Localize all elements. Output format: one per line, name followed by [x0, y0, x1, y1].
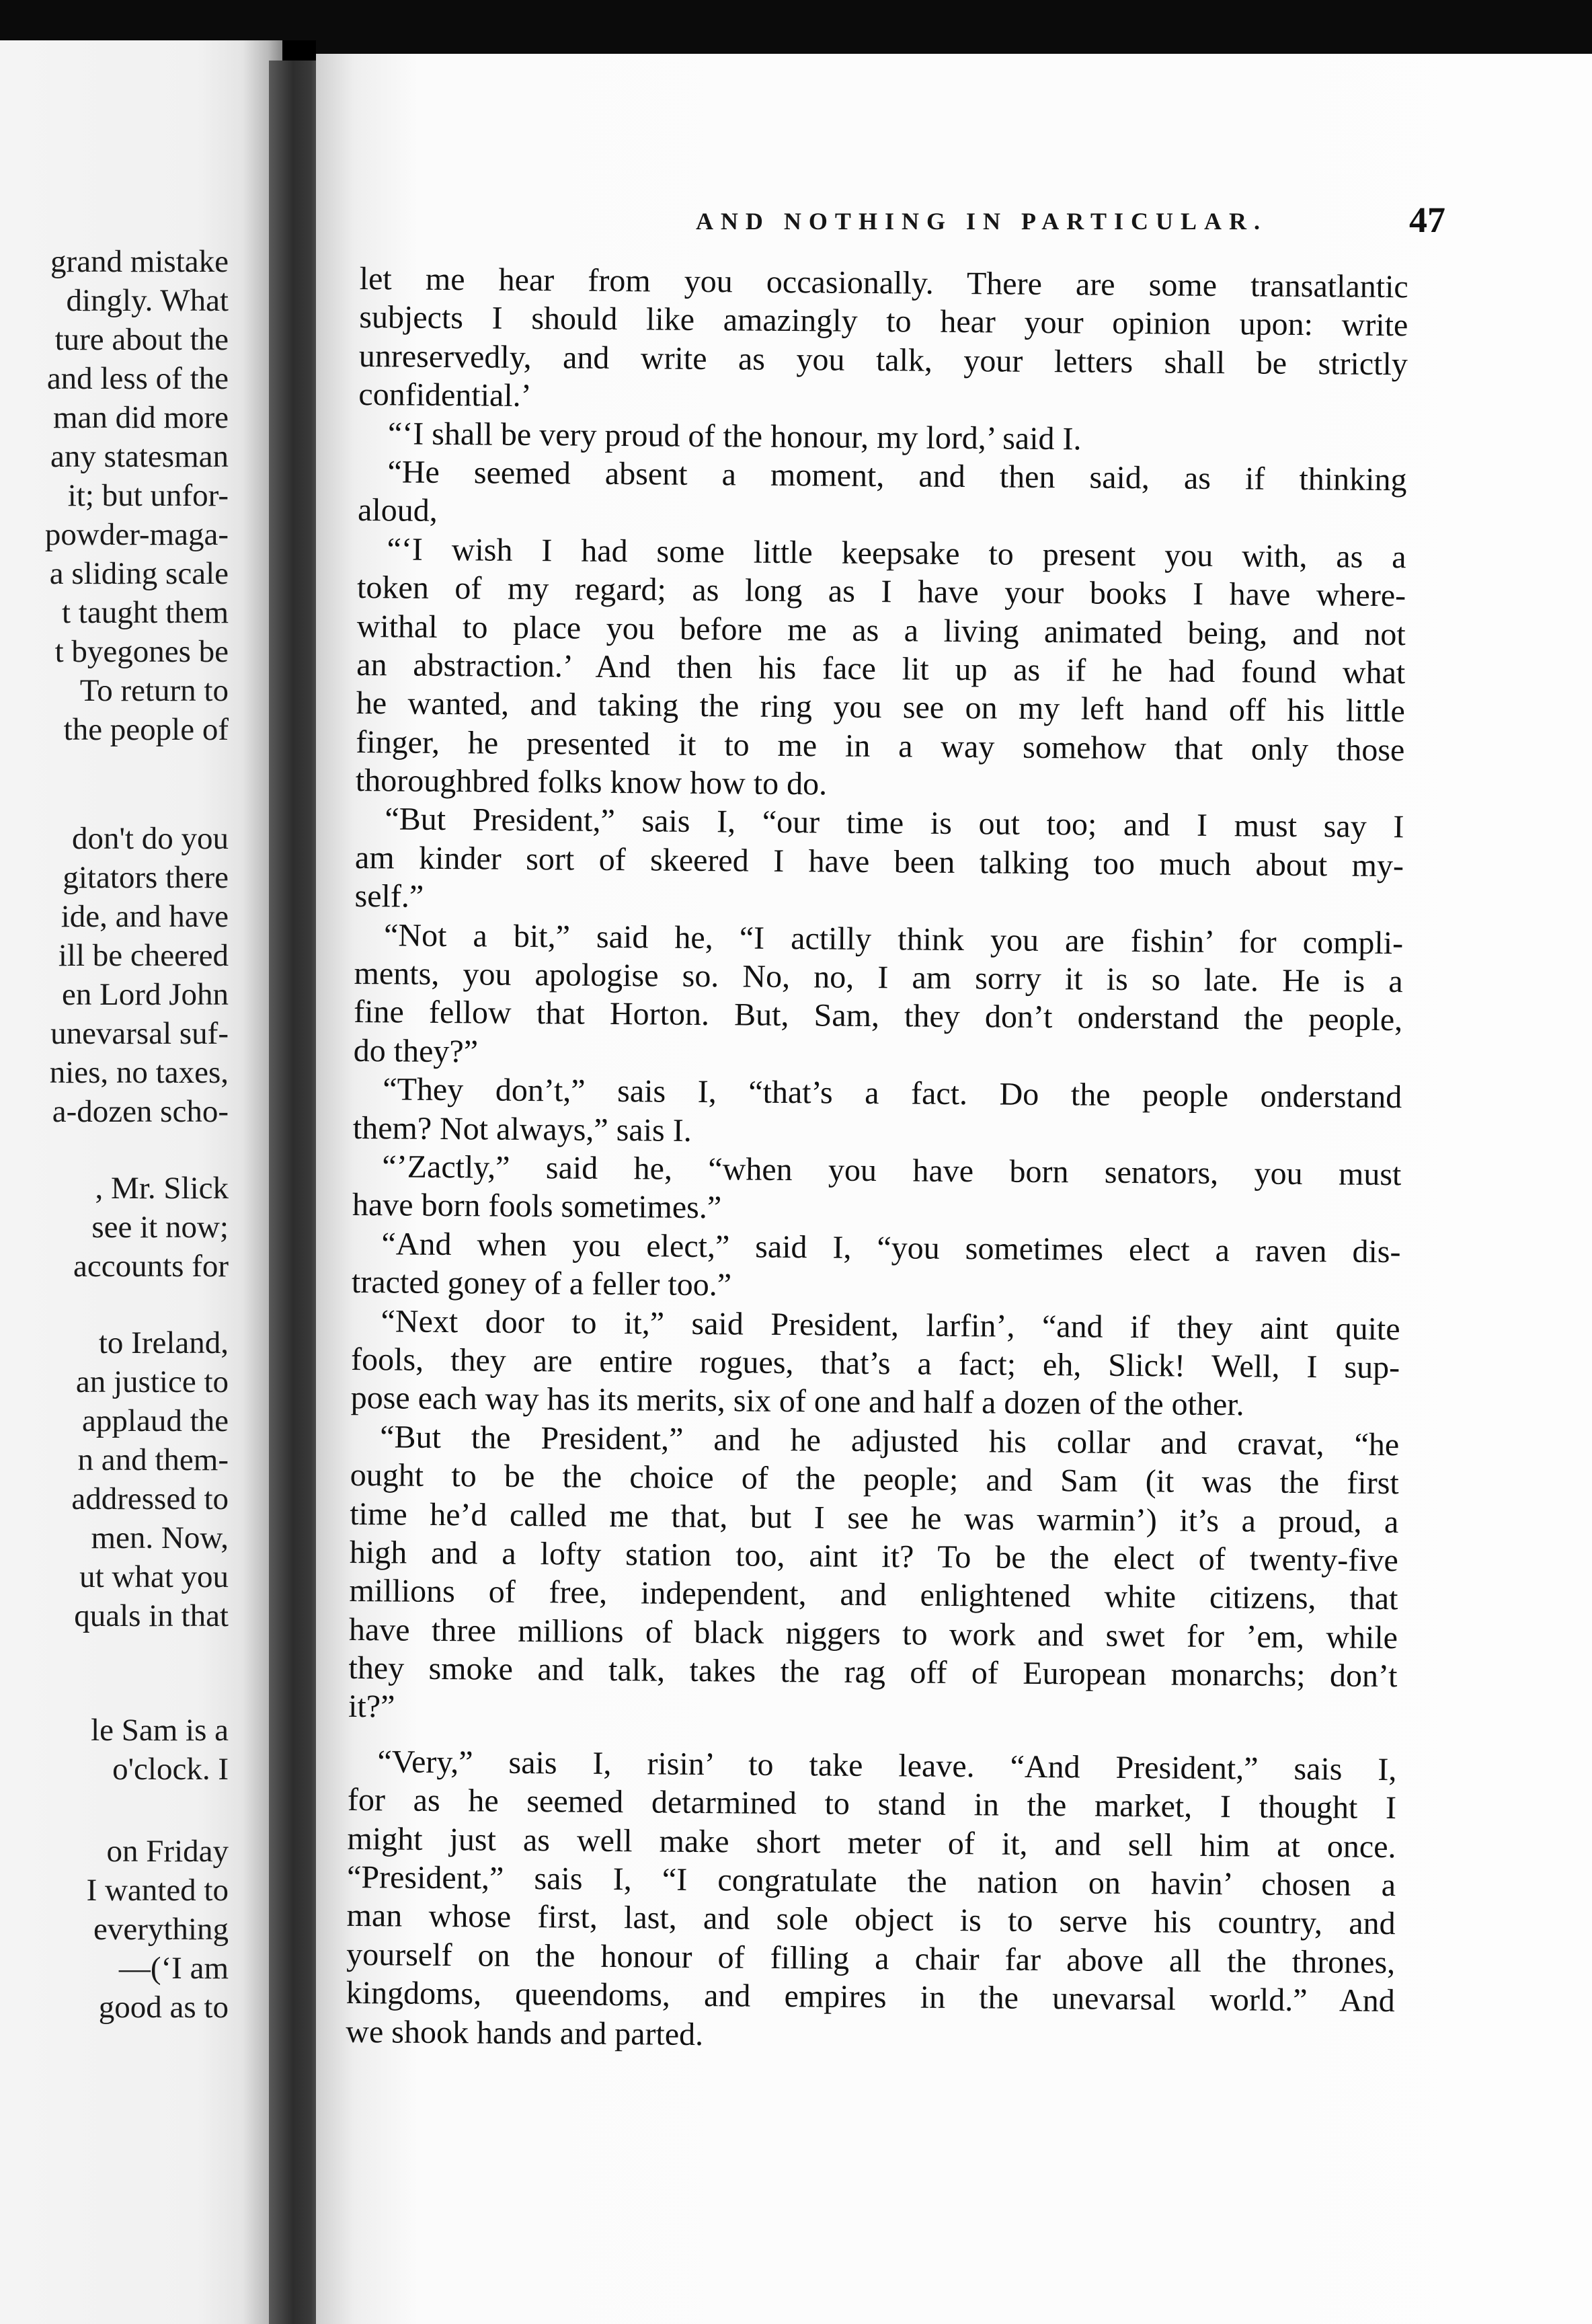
text-line: kingdoms, queendoms, and empires in the unevarsal world.” And	[346, 1975, 1395, 2019]
text-line: for as he seemed detarmined to stand in the market, I thought I	[347, 1782, 1397, 1826]
left-page-line: don't do you	[71, 821, 229, 856]
left-page-line: any statesman	[50, 439, 229, 474]
left-page-line: o'clock. I	[112, 1752, 229, 1787]
left-page-line: everything	[93, 1912, 229, 1947]
running-head: AND NOTHING IN PARTICULAR.	[695, 208, 1268, 235]
left-page-line: ill be cheered	[58, 938, 229, 973]
left-page-line: ture about the	[54, 322, 229, 357]
left-page-line: , Mr. Slick	[95, 1171, 229, 1206]
left-page-line: to Ireland,	[98, 1325, 229, 1360]
scan-border-left	[0, 0, 316, 40]
text-line: “And when you elect,” said I, “you sometimes elect a raven dis-	[381, 1226, 1401, 1270]
text-line: withal to place you before me as a living animated being, and not	[356, 608, 1406, 652]
text-line: unreservedly, and write as you talk, your letters shall be strictly	[358, 338, 1408, 383]
text-line: let me hear from you occasionally. There are some transatlantic	[359, 260, 1408, 305]
text-line: them? Not always,” sais I.	[352, 1110, 692, 1149]
left-page-line: —(‘I am	[118, 1951, 229, 1986]
left-page-line: quals in that	[74, 1598, 229, 1633]
text-line: high and a lofty station too, aint it? To be the elect of twenty-five	[349, 1534, 1399, 1579]
text-line: “‘I wish I had some little keepsake to present you with, as a	[387, 531, 1406, 575]
left-page-line: on Friday	[106, 1834, 229, 1869]
text-line: “Next door to it,” said President, larfin’, “and if they aint quite	[381, 1303, 1400, 1347]
text-line: self.”	[354, 878, 424, 915]
left-page-line: unevarsal suf-	[50, 1016, 229, 1051]
left-page-line: t byegones be	[54, 634, 229, 669]
text-line: “But the President,” and he adjusted his collar and cravat, “he	[380, 1419, 1400, 1463]
left-page-line: n and them-	[77, 1442, 229, 1477]
left-page-line: the people of	[63, 712, 229, 747]
text-line: man whose first, last, and sole object is to serve his country, and	[346, 1898, 1396, 1942]
left-page-line: le Sam is a	[91, 1713, 229, 1748]
text-line: thoroughbred folks know how to do.	[355, 763, 828, 802]
text-line: do they?”	[353, 1032, 479, 1070]
text-line: pose each way has its merits, six of one and half a dozen of the other.	[350, 1380, 1244, 1423]
left-page-line: addressed to	[71, 1481, 229, 1516]
page-number: 47	[1409, 200, 1445, 240]
text-line: confidential.’	[358, 377, 532, 414]
text-line: we shook hands and parted.	[346, 2013, 704, 2052]
left-page-line: en Lord John	[61, 977, 229, 1012]
text-line: “Very,” sais I, risin’ to take leave. “And President,” sais I,	[377, 1744, 1397, 1788]
text-line: have three millions of black niggers to work and swet for ’em, while	[348, 1611, 1398, 1656]
right-page	[316, 54, 1592, 2324]
text-line: aloud,	[357, 492, 438, 529]
left-page-fragment	[0, 40, 282, 2324]
text-line: it?”	[348, 1689, 395, 1725]
text-line: ought to be the choice of the people; and Sam (it was the first	[350, 1457, 1399, 1502]
text-line: “He seemed absent a moment, and then said, as if thinking	[387, 454, 1407, 498]
text-line: “But President,” sais I, “our time is out too; and I must say I	[385, 801, 1404, 845]
left-page-line: grand mistake	[50, 244, 229, 279]
left-page-line: gitators there	[63, 860, 229, 895]
text-line: time he’d called me that, but I see he was warmin’) it’s a proud, a	[350, 1496, 1399, 1540]
left-page-line: accounts for	[73, 1249, 229, 1284]
left-page-line: applaud the	[82, 1403, 229, 1438]
left-page-line: I wanted to	[86, 1873, 229, 1908]
text-line: yourself on the honour of filling a chair far above all the thrones,	[346, 1936, 1396, 1980]
left-page-line: men. Now,	[91, 1520, 229, 1555]
left-page-line: nies, no taxes,	[49, 1055, 229, 1090]
left-page-line: man did more	[52, 400, 229, 435]
left-page-line: t taught them	[61, 595, 229, 630]
text-line: fine fellow that Horton. But, Sam, they don’t onderstand the people,	[354, 994, 1403, 1038]
text-line: “‘I shall be very proud of the honour, my lord,’ said I.	[387, 415, 1082, 457]
text-line: might just as well make short meter of it, and sell him at once.	[347, 1820, 1396, 1865]
text-line: have born fools sometimes.”	[352, 1187, 722, 1226]
text-line: “They don’t,” sais I, “that’s a fact. Do the people onderstand	[383, 1071, 1402, 1116]
left-page-line: ide, and have	[61, 899, 229, 934]
left-page-line: see it now;	[91, 1210, 229, 1245]
text-line: am kinder sort of skeered I have been talking too much about my-	[354, 839, 1404, 884]
left-page-line: an justice to	[75, 1364, 229, 1399]
text-line: token of my regard; as long as I have your books I have where-	[356, 570, 1406, 614]
text-line: “Not a bit,” said he, “I actilly think you are fishin’ for compli-	[383, 917, 1404, 961]
left-page-line: dingly. What	[66, 283, 229, 318]
left-page-line: it; but unfor-	[67, 478, 229, 513]
text-line: “President,” sais I, “I congratulate the nation on havin’ chosen a	[346, 1859, 1396, 1904]
text-line: ments, you apologise so. No, no, I am sorry it is so late. He is a	[354, 955, 1403, 1000]
text-line: millions of free, independent, and enlightened white citizens, that	[349, 1573, 1398, 1617]
left-page-line: good as to	[98, 1990, 229, 2025]
left-page-line: ut what you	[79, 1559, 229, 1594]
left-page-line: a sliding scale	[49, 556, 229, 591]
left-page-line: and less of the	[46, 361, 229, 396]
text-line: an abstraction.’ And then his face lit up as if he had found what	[356, 646, 1406, 691]
paragraph-gap	[348, 1726, 1397, 1750]
text-line: “’Zactly,” said he, “when you have born senators, you must	[382, 1149, 1402, 1193]
text-line: finger, he presented it to me in a way somehow that only those	[356, 724, 1405, 768]
text-line: he wanted, and taking the ring you see on my left hand off his little	[356, 685, 1405, 730]
text-line: tracted goney of a feller too.”	[351, 1264, 732, 1303]
body-text	[346, 260, 1408, 2059]
left-page-line: powder-maga-	[44, 517, 229, 552]
text-line: subjects I should like amazingly to hear your opinion upon: write	[359, 299, 1408, 344]
left-page-line: To return to	[79, 673, 229, 708]
text-line: fools, they are entire rogues, that’s a fact; eh, Slick! Well, I sup-	[350, 1341, 1400, 1386]
left-page-line: a-dozen scho-	[52, 1094, 229, 1129]
text-line: they smoke and talk, takes the rag off of European monarchs; don’t	[348, 1650, 1398, 1695]
